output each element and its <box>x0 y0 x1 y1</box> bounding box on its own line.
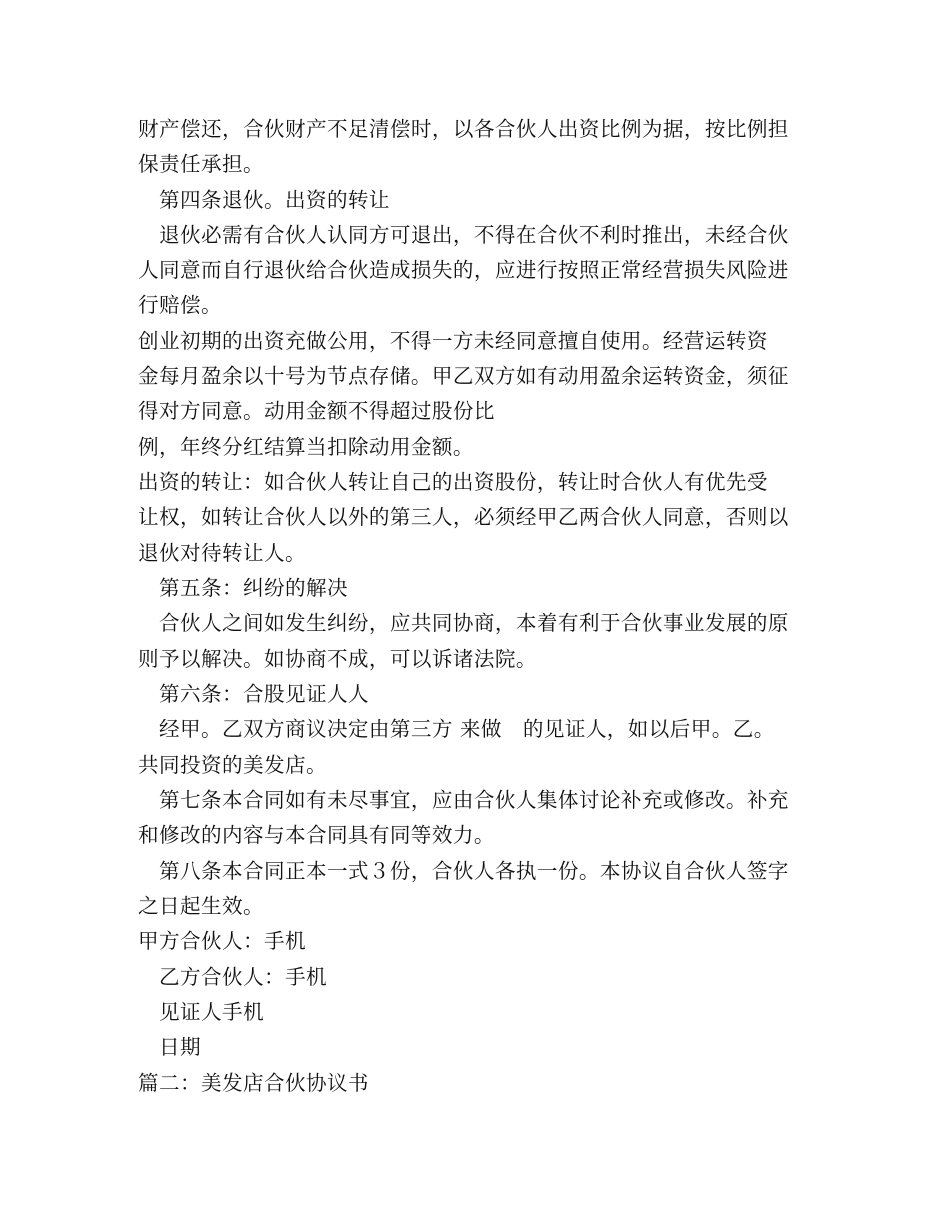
text-line: 第七条本合同如有未尽事宜，应由合伙人集体讨论补充或修改。补充 <box>138 788 789 812</box>
text-line: 财产偿还，合伙财产不足清偿时，以各合伙人出资比例为据，按比例担 <box>138 117 789 141</box>
signature-line: 甲方合伙人：手机 <box>138 929 306 953</box>
signature-line: 乙方合伙人：手机 <box>138 965 327 989</box>
chapter-heading: 篇二：美发店合伙协议书 <box>138 1071 369 1095</box>
text-line: 合伙人之间如发生纠纷，应共同协商，本着有利于合伙事业发展的原 <box>138 611 789 635</box>
text-line: 退伙对待转让人。 <box>138 541 306 565</box>
text-line: 让权，如转让合伙人以外的第三人，必须经甲乙两合伙人同意，否则以 <box>138 505 789 529</box>
text-line: 第八条本合同正本一式３份，合伙人各执一份。本协议自合伙人签字 <box>138 859 789 883</box>
section-heading: 第六条：合股见证人人 <box>138 682 369 706</box>
text-line: 得对方同意。动用金额不得超过股份比 <box>138 399 495 423</box>
text-line: 行赔偿。 <box>138 293 222 317</box>
section-heading: 第四条退伙。出资的转让 <box>138 188 390 212</box>
text-line: 保责任承担。 <box>138 152 264 176</box>
text-line: 金每月盈余以十号为节点存储。甲乙双方如有动用盈余运转资金，须征 <box>138 364 789 388</box>
text-line: 退伙必需有合伙人认同方可退出，不得在合伙不利时推出，未经合伙 <box>138 223 789 247</box>
text-line: 例，年终分红结算当扣除动用金额。 <box>138 435 474 459</box>
text-line: 和修改的内容与本合同具有同等效力。 <box>138 823 495 847</box>
signature-line: 见证人手机 <box>138 1000 264 1024</box>
text-line: 创业初期的出资充做公用，不得一方未经同意擅自使用。经营运转资 <box>138 329 768 353</box>
text-line: 经甲。乙双方商议决定由第三方 来做 的见证人，如以后甲。乙。 <box>138 717 775 741</box>
text-line: 出资的转让：如合伙人转让自己的出资股份，转让时合伙人有优先受 <box>138 470 768 494</box>
text-line: 之日起生效。 <box>138 894 264 918</box>
text-line: 共同投资的美发店。 <box>138 753 327 777</box>
date-line: 日期 <box>138 1035 201 1059</box>
text-line: 则予以解决。如协商不成，可以诉诸法院。 <box>138 647 537 671</box>
text-line: 人同意而自行退伙给合伙造成损失的，应进行按照正常经营损失风险进 <box>138 258 789 282</box>
section-heading: 第五条：纠纷的解决 <box>138 576 348 600</box>
